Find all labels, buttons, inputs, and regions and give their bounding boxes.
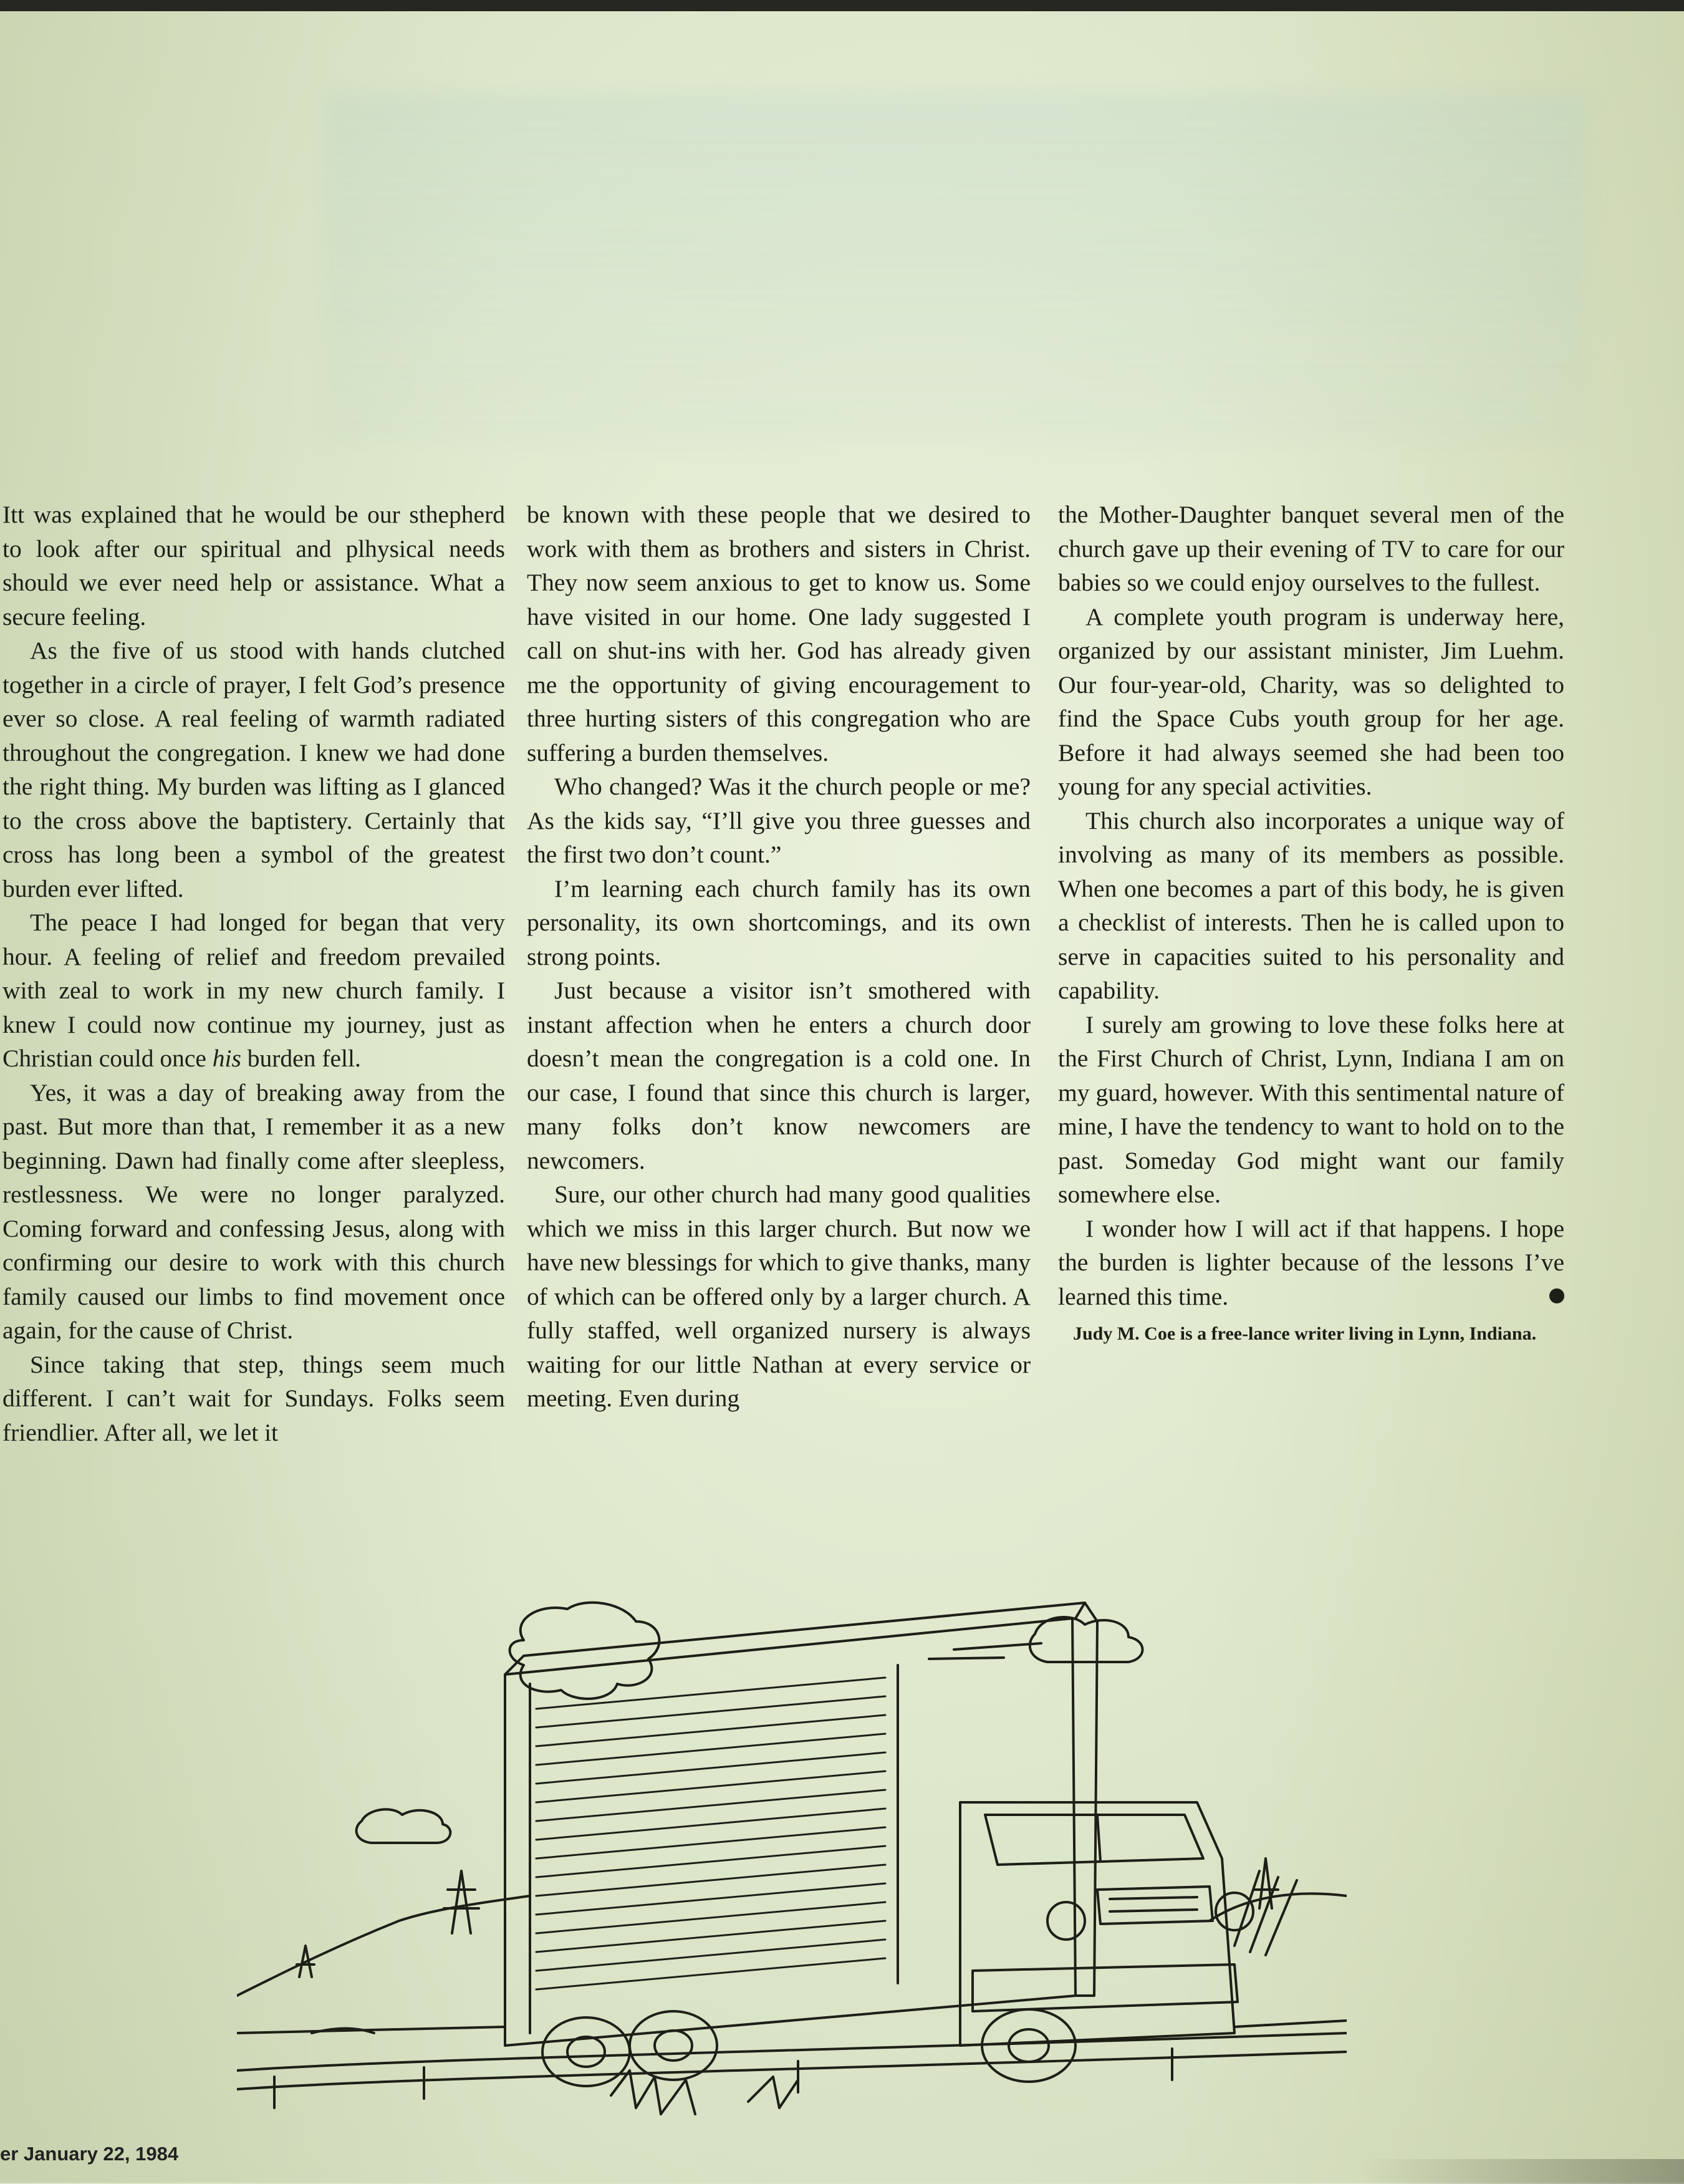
paragraph: As the five of us stood with hands clutched together in a circle of prayer, I felt God’s presence ever so close. A real feeling of warmth radiated throughout the congregation. I knew we had done the right thing. My burden was lifting as I glanced to the cross above the baptistery. Certainly that cross has long been a symbol of the greatest burden ever lifted. bbox=[2, 637, 505, 902]
cloud-icon bbox=[1030, 1617, 1143, 1662]
paragraph: This church also incorporates a unique way of involving as many of its members as possible. When one becomes a part of this body, he is given a checklist of interests. Then he is called upon to serve in capacities suited to his personality and capability. bbox=[1058, 806, 1564, 1004]
tree-icon bbox=[444, 1871, 479, 1933]
article-column-3 bbox=[1058, 498, 1564, 1346]
paragraph: be known with these people that we desired to work with them as brothers and sisters in Christ. They now seem anxious to get to know us. Some have visited in our home. One lady suggested I call on shut-ins with her. God has already given me the opportunity of giving encouragement to three hurting sisters of this congregation who are suffering a burden themselves. bbox=[527, 501, 1031, 766]
paragraph: Just because a visitor isn’t smothered with instant affection when he enters a church door doesn’t mean the congregation is a cold one. In our case, I found that since this church is larger, many folks don’t know newcomers are newcomers. bbox=[527, 977, 1031, 1174]
article-column-1 bbox=[2, 498, 505, 1449]
wheel-icon bbox=[630, 2011, 717, 2080]
emphasis-his: his bbox=[212, 1045, 241, 1072]
headlight-icon bbox=[1216, 1893, 1253, 1930]
page-footer-date: er January 22, 1984 bbox=[0, 2143, 179, 2165]
author-bio: Judy M. Coe is a free-lance writer living in Lynn, Indiana. bbox=[1073, 1323, 1537, 1344]
paragraph: I’m learning each church family has its own personality, its own shortcomings, and its own strong points. bbox=[527, 874, 1031, 970]
page-footer-smudge bbox=[1360, 2159, 1684, 2184]
article-column-2 bbox=[527, 498, 1031, 1416]
paragraph: The peace I had longed for began that very hour. A feeling of relief and freedom prevailed with zeal to work in my new church family. I knew I could now continue my journey, just as Christian could once his burden fell. bbox=[2, 909, 505, 1072]
wheel-icon bbox=[982, 2009, 1075, 2082]
paragraph: A complete youth program is underway here, organized by our assistant minister, Jim Luehm. Our four-year-old, Charity, was so delighted to find the Space Cubs youth group for her age. Before it had always seemed she had been too young for any special activities. bbox=[1058, 602, 1564, 800]
paragraph: Who changed? Was it the church people or me? As the kids say, “I’ll give you three guesses and the first two don’t count.” bbox=[527, 773, 1031, 868]
paragraph: the Mother-Daughter banquet several men of the church gave up their evening of TV to care for our babies so we could enjoy ourselves to the fullest. bbox=[1058, 501, 1564, 596]
paragraph: Sure, our other church had many good qualities which we miss in this larger church. But now we have new blessings for which to give thanks, many of which can be offered only by a larger church. A fully staffed, well organized nursery is always waiting for our little Nathan at every service or meeting. Even during bbox=[527, 1181, 1031, 1412]
paragraph: Itt was explained that he would be our sthepherd to look after our spiritual and plhysical needs should we ever need help or assistance. What a secure feeling. bbox=[2, 501, 505, 631]
headlight-icon bbox=[1047, 1902, 1085, 1940]
cloud-icon bbox=[357, 1809, 451, 1843]
scan-top-edge bbox=[0, 0, 1684, 11]
paragraph: I surely am growing to love these folks here at the First Church of Christ, Lynn, Indiana I am on my guard, however. With this sentimental nature of mine, I have the tendency to want to hold on to the past. Someday God might want our family somewhere else. bbox=[1058, 1010, 1564, 1208]
moving-truck-illustration bbox=[237, 1597, 1347, 2127]
paragraph: Yes, it was a day of breaking away from the past. But more than that, I remember it as a new beginning. Dawn had finally come after sleepless, restlessness. We were no longer paralyzed. Coming forward and confessing Jesus, along with confirming our desire to work with this church family caused our limbs to find movement once again, for the cause of Christ. bbox=[2, 1078, 505, 1344]
faded-title-area bbox=[324, 94, 1590, 443]
paragraph: I wonder how I will act if that happens. I hope the burden is lighter because of the lessons I’ve learned this time. bbox=[1058, 1214, 1564, 1310]
paragraph: Since taking that step, things seem much different. I can’t wait for Sundays. Folks seem friendlier. After all, we let it bbox=[2, 1350, 505, 1446]
end-of-article-mark bbox=[1549, 1288, 1564, 1303]
